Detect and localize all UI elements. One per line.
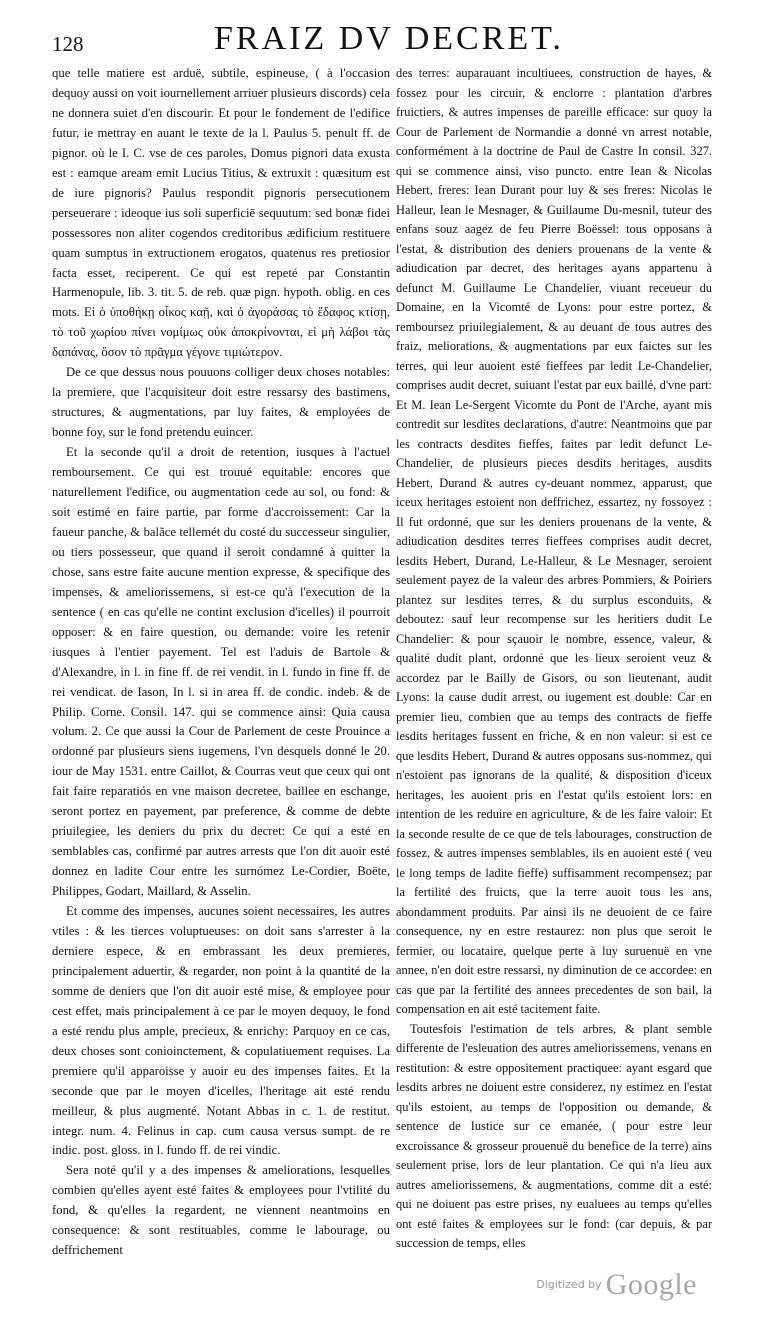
digitized-by-label: Digitized by bbox=[536, 1278, 602, 1291]
paragraph: Sera noté qu'il y a des impenses & ameliorations, lesquelles combien qu'elles ayent esté faites & employees pour l'vtilité du fond, & qu'elles la regardent, ne viennent neantmoins en consequence: & sont restituables, comme le labourage, ou deffrichement bbox=[52, 1163, 390, 1258]
paragraph: Toutesfois l'estimation de tels arbres, & plant semble differente de l'esleuation des autres ameliorissemens, venans en restitution: & estre oppositement practiquee: ayant esgard que lesdits arbres ne doiuent estre considerez, ny estimez en l'estat qu'ils estoient, au temps de l'opposition ou demande, & sentence de Iustice sur ce emanée, ( pour estre leur excroissance & grosseur prouenuë du benefice de la terre) ains seulement prise, lors de leur plantation. Ce qui n'a lieu aux autres ameliorissemens, & augmentations, comme dit a esté: qui ne doiuent pas estre prises, ny eualuees au temps qu'elles ont esté faites & employees sur le fond: (car depuis, & par succession de temps, elles bbox=[396, 1021, 712, 1250]
digitized-watermark bbox=[536, 1268, 697, 1302]
paragraph: Et la seconde qu'il a droit de retention, iusques à l'actuel remboursement. Ce qui est trouué equitable: encores que naturellement l'edifice, ou augmentation cede au sol, ou fond: & soit estimé en faire partie, par forme d'accroissement: Car la faueur panche, & balãce tellemét du costé du successeur singulier, ou tiers possesseur, que quand il seroit condamné à quitter la chose, sans estre faite aucune mention expresse, & specifique des impenses, & ameliorissemens, si est-ce qu'à l'execution de la sentence ( en cas qu'elle ne contint exclusion d'icelles) il pourroit opposer: & en faire question, ou demande: voire les retenir iusques à l'entier payement. Tel est l'aduis de Bartole & d'Alexandre, in l. in fine ff. de rei vendit. in l. fundo in fine ff. de rei vendicat. de Iason, In l. si in area ff. de condic. indeb. & de Philip. Corne. Consil. 147. qui se commence ainsi: Quia causa volum. 2. Ce que aussi la Cour de Parlement de ceste Prouince a ordonné par plusieurs siens iugemens, l'vn desquels donné le 20. iour de May 1531. entre Caillot, & Courras veut que ceux qui ont fait faire reparatiós en vne maison decretee, baillee en eschange, seront portez en payement, par preference, & comme de debte priuilegiee, les deniers du prix du decret: Ce qui a esté en semblables cas, confirmé par autres arrests que l'on dit auoir esté donnez en ladite Cour entre les surnómez Le-Cordier, Boëte, Philippes, Godart, Maillard, & Asselin. bbox=[52, 445, 390, 899]
page-header bbox=[52, 14, 712, 57]
running-title: FRAIZ DV DECRET. bbox=[214, 20, 564, 57]
paragraph: des terres: auparauant incultiuees, construction de hayes, & fossez pour les circuir, & enclorre : plantation d'arbres fruictiers, & autres impenses de pareille efficace: sur quoy la Cour de Parlement de Normandie a donné vn arrest notable, conformément à la doctrine de Paul de Castre In consil. 327. qui se commence ainsi, viso puncto. entre Iean & Nicolas Hebert, freres: Iean Durant pour luy & ses freres: Nicolas le Halleur, Iean le Mesnager, & Guillaume Du-mesnil, tuteur des enfans souz aagez de feu Pierre Boëssel: tous opposans à l'estat, & distribution des deniers prouenans de la vente & adiudication par decret, des heritages ayans appartenu à defunct M. Guillaume Le Chandelier, viuant receueur du Domaine, en la Vicomté de Lyons: pour estre portez, & remboursez priuilegialement, & au deuant de tous autres des fraiz, meliorations, & augmentations par eux faictes sur les terres, qui leur auoient esté fieffees par ledit Le-Chandelier, comprises audit decret, suiuant l'estat par eux baillé, d'vne part: Et M. Iean Le-Sergent Vicomte du Pont de l'Arche, ayant mis contredit sur lesdites declarations, d'autre: Neantmoins que par les contracts desdites fieffes, faites par ledit defunct Le-Chandelier, de plusieurs pieces desdits heritages, ausdits Hebert, Durand & autres cy-deuant nommez, apparust, que iceux heritages estoient non deffrichez, essartez, ny fossoyez : Il fut ordonné, que sur les deniers prouenans de la vente, & adiudication desdites terres fieffees comprises audit decret, lesdits Hebert, Durand, Le-Halleur, & Le Mesnager, seroient seulement payez de la valeur des arbres Pommiers, & Poiriers plantez sur lesdites terres, & du surplus esconduits, & deboutez: sauf leur recompense sur les heritiers dudit Le Chandelier: & pour sçauoir le nombre, essence, valeur, & qualité dudit plant, ordonné que les lieux seroient veuz & accordez par le Bailly de Gisors, ou son lieutenant, audit Lyons: la cause dudit arrest, ou iugement est double: Car en premier lieu, combien que au temps des contracts de fieffe lesdits heritages fussent en friche, & en non valeur: si est ce que lesdits Hebert, Durand & autres opposans sus-nommez, qui n'estoient pas ignorans de la qualité, & disposition d'iceux heritages, les auoient pris en l'estat qu'ils estoient lors: en intention de les reduire en agriculture, & de les faire valoir: Et la seconde resulte de ce que de tels labourages, construction de fossez, & autres impenses semblables, ils en auoient esté ( veu le long temps de ladite fieffe) suffisamment recompensez; par la fertilité des fruicts, que la terre auoit tous les ans, abondamment produits. Par ainsi ils ne deuoient de ce faire consequence, ny en estre restaurez: non plus que seroit le fermier, ou locataire, quelque perte à luy suruenuë en vne annee, n'en doit estre ressarsi, ny diminution de ce accordee: en cas que par la fertilité des annees precedentes de son bail, la compensation en ait esté tacitement faite. bbox=[396, 66, 712, 1016]
paragraph: Et comme des impenses, aucunes soient necessaires, les autres vtiles : & les tierces voluptueuses: on doit sans s'arrester à la derniere espece, & en embrassant les deux premieres, principalement aduertir, & regarder, non point à la quantité de la somme de deniers que l'on dit auoir esté mise, & employee pour cest effet, mais principalement à ce par le moyen dequoy, le fond a esté rendu plus ample, precieux, & enrichy: Parquoy en ce cas, deux choses sont conioinctement, & copulatiuement requises. La premiere qu'il apparoisse y auoir eu des impenses faites. Et la seconde que par le moyen d'icelles, l'heritage ait esté rendu meilleur, & plus augmenté. Notant Abbas in c. 1. de restitut. integr. num. 4. Felinus in cap. cum causa versus sumpt. de re indic. post. gloss. in l. fundo ff. de rei vindic. bbox=[52, 904, 390, 1158]
right-column bbox=[396, 64, 712, 1254]
google-logo: Google bbox=[605, 1268, 697, 1301]
left-column bbox=[52, 64, 390, 1261]
paragraph: que telle matiere est arduë, subtile, espineuse, ( à l'occasion dequoy aussi on voit iournellement arriuer plusieurs discords) cela ne donnera suiet d'en discourir. Et pour le fondement de l'edifice futur, ie mettray en auant le texte de la l. Paulus 5. penult ff. de pignor. où le I. C. vse de ces paroles, Domus pignori data exusta est : eamque aream emit Lucius Titius, & extruxit : quæsitum est de iure pignoris? Paulus respondit pignoris persecutionem perseuerare : ideoque ius soli superficiē sequutum: sed bonæ fidei possessores non aliter cogendos creditoribus ædificium restituere quam sumptus in extructionem erogatos, quatenus res pretiosior facta esset, reciperent. Ce qui est repeté par Constantin Harmenopule, lib. 3. tit. 5. de reb. quæ pign. hypoth. oblig. en ces mots. Εἰ ὁ ὑποθήκῃ οἶκος καῇ, καὶ ὁ ἀγοράσας τὸ ἔδαφος κτίσῃ, τὸ τοῦ χωρίου πίνει νομίμως οὐκ ἀποκρίνονται, εἰ μὴ λάβοι τὰς δαπάνας, ὅσον τὸ πρᾶγμα γέγονε τιμιώτερον. bbox=[52, 66, 390, 360]
paragraph: De ce que dessus nous pouuons colliger deux choses notables: la premiere, que l'acquisiteur doit estre ressarsy des bastimens, structures, & augmentations, par luy faites, & employées de bonne foy, sur le fond pretendu euincer. bbox=[52, 365, 390, 440]
page-number: 128 bbox=[52, 32, 84, 56]
